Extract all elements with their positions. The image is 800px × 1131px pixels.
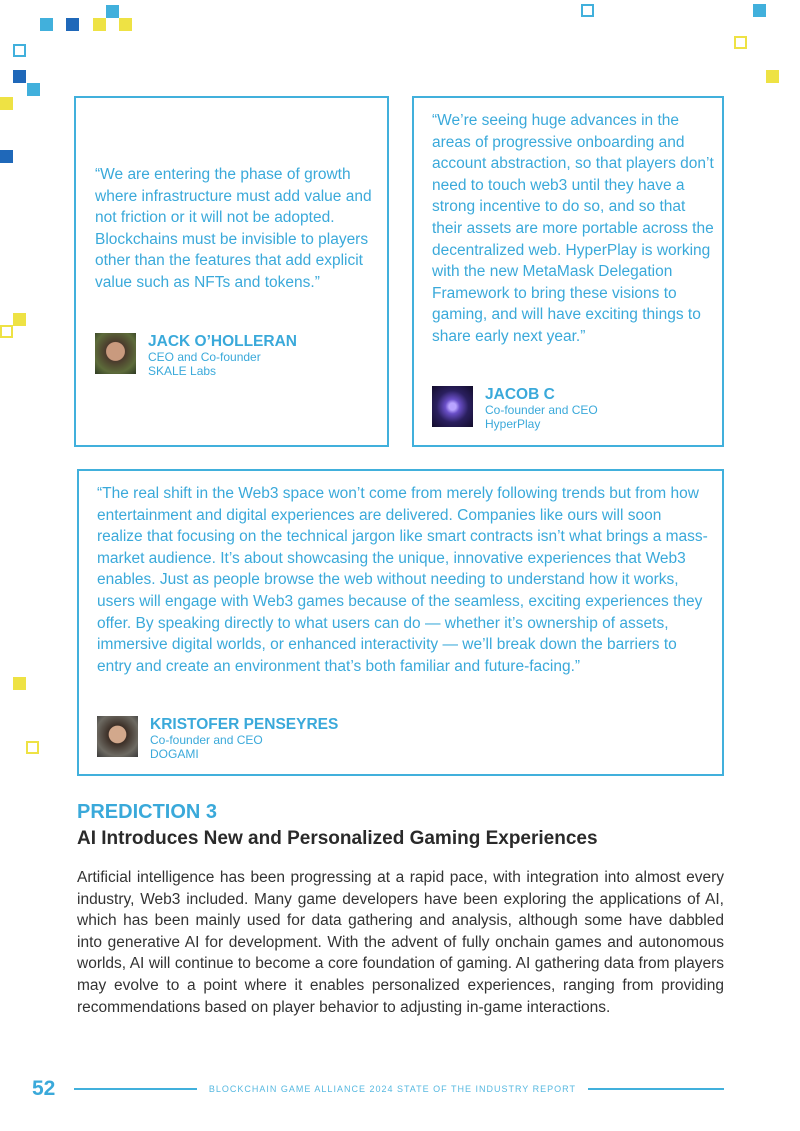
decor-square [0, 97, 13, 110]
author-avatar [432, 386, 473, 427]
author-name: KRISTOFER PENSEYRES [150, 716, 339, 733]
decor-square [106, 5, 119, 18]
decor-square [26, 741, 39, 754]
decor-square [0, 325, 13, 338]
section-label: PREDICTION 3 [77, 801, 218, 823]
quote-author [432, 386, 598, 431]
author-name: JACOB C [485, 386, 555, 403]
footer-divider [74, 1088, 197, 1090]
decor-square [581, 4, 594, 17]
author-name: JACK O’HOLLERAN [148, 333, 297, 350]
decor-square [27, 83, 40, 96]
decor-square [93, 18, 106, 31]
author-role: Co-founder and CEO [150, 733, 263, 747]
author-company: DOGAMI [150, 747, 199, 761]
author-role: CEO and Co-founder [148, 350, 261, 364]
decor-square [13, 677, 26, 690]
quote-text: “We are entering the phase of growth where infrastructure must add value and not friction or it will not be adopted. Blockchains must be invisible to players other than the features that add explicit value such as NFTs and tokens.” [95, 166, 372, 291]
decor-square [13, 313, 26, 326]
author-company: SKALE Labs [148, 364, 217, 378]
author-role: Co-founder and CEO [485, 403, 598, 417]
quote-author [97, 716, 338, 761]
quote-author [95, 333, 297, 378]
decor-square [66, 18, 79, 31]
page-number: 52 [32, 1077, 56, 1100]
author-company: HyperPlay [485, 417, 541, 431]
quote-text: “The real shift in the Web3 space won’t come from merely following trends but from how entertainment and digital experiences are delivered. Companies like ours will soon realize that focusing on the technical jargon like smart contracts isn’t what brings a mass-market audience. It’s about showcasing the unique, innovative experiences that Web3 enables. Just as people browse the web without needing to understand how it works, users will engage with Web3 games because of the seamless, exciting experiences they offer. By speaking directly to what users can do — whether it’s ownership of assets, immersive digital worlds, or enhanced interactivity — we’ll break down the barriers to entry and create an environment that’s both familiar and future-facing.” [97, 485, 708, 675]
decor-square [40, 18, 53, 31]
section-title: AI Introduces New and Personalized Gaming Experiences [77, 828, 598, 849]
decor-square [766, 70, 779, 83]
quote-text: “We’re seeing huge advances in the areas of progressive onboarding and account abstraction, so that players don’t need to touch web3 until they have a strong incentive to do so, and so that their assets are more portable across the decentralized web. HyperPlay is working with the new MetaMask Delegation Framework to bring these visions to gaming, and will have exciting things to share early next year.” [432, 112, 714, 345]
author-avatar [95, 333, 136, 374]
decor-square [753, 4, 766, 17]
decor-square [0, 150, 13, 163]
decor-square [13, 70, 26, 83]
footer-text: BLOCKCHAIN GAME ALLIANCE 2024 STATE OF THE INDUSTRY REPORT [208, 1084, 576, 1094]
author-avatar [97, 716, 138, 757]
decor-square [13, 44, 26, 57]
page-footer [32, 1076, 724, 1102]
section-body: Artificial intelligence has been progressing at a rapid pace, with integration into almost every industry, Web3 included. Many game developers have been exploring the applications of AI, which has been mainly used for data gathering and analysis, although some have dabbled into generative AI for development. With the advent of fully onchain games and autonomous worlds, AI will continue to become a core foundation of gaming. AI gathering data from players may evolve to a point where it enables personalized experiences, ranging from providing recommendations based on player behavior to adjusting in-game interactions. [77, 869, 724, 1016]
decor-square [119, 18, 132, 31]
footer-divider [588, 1088, 724, 1090]
decor-square [734, 36, 747, 49]
